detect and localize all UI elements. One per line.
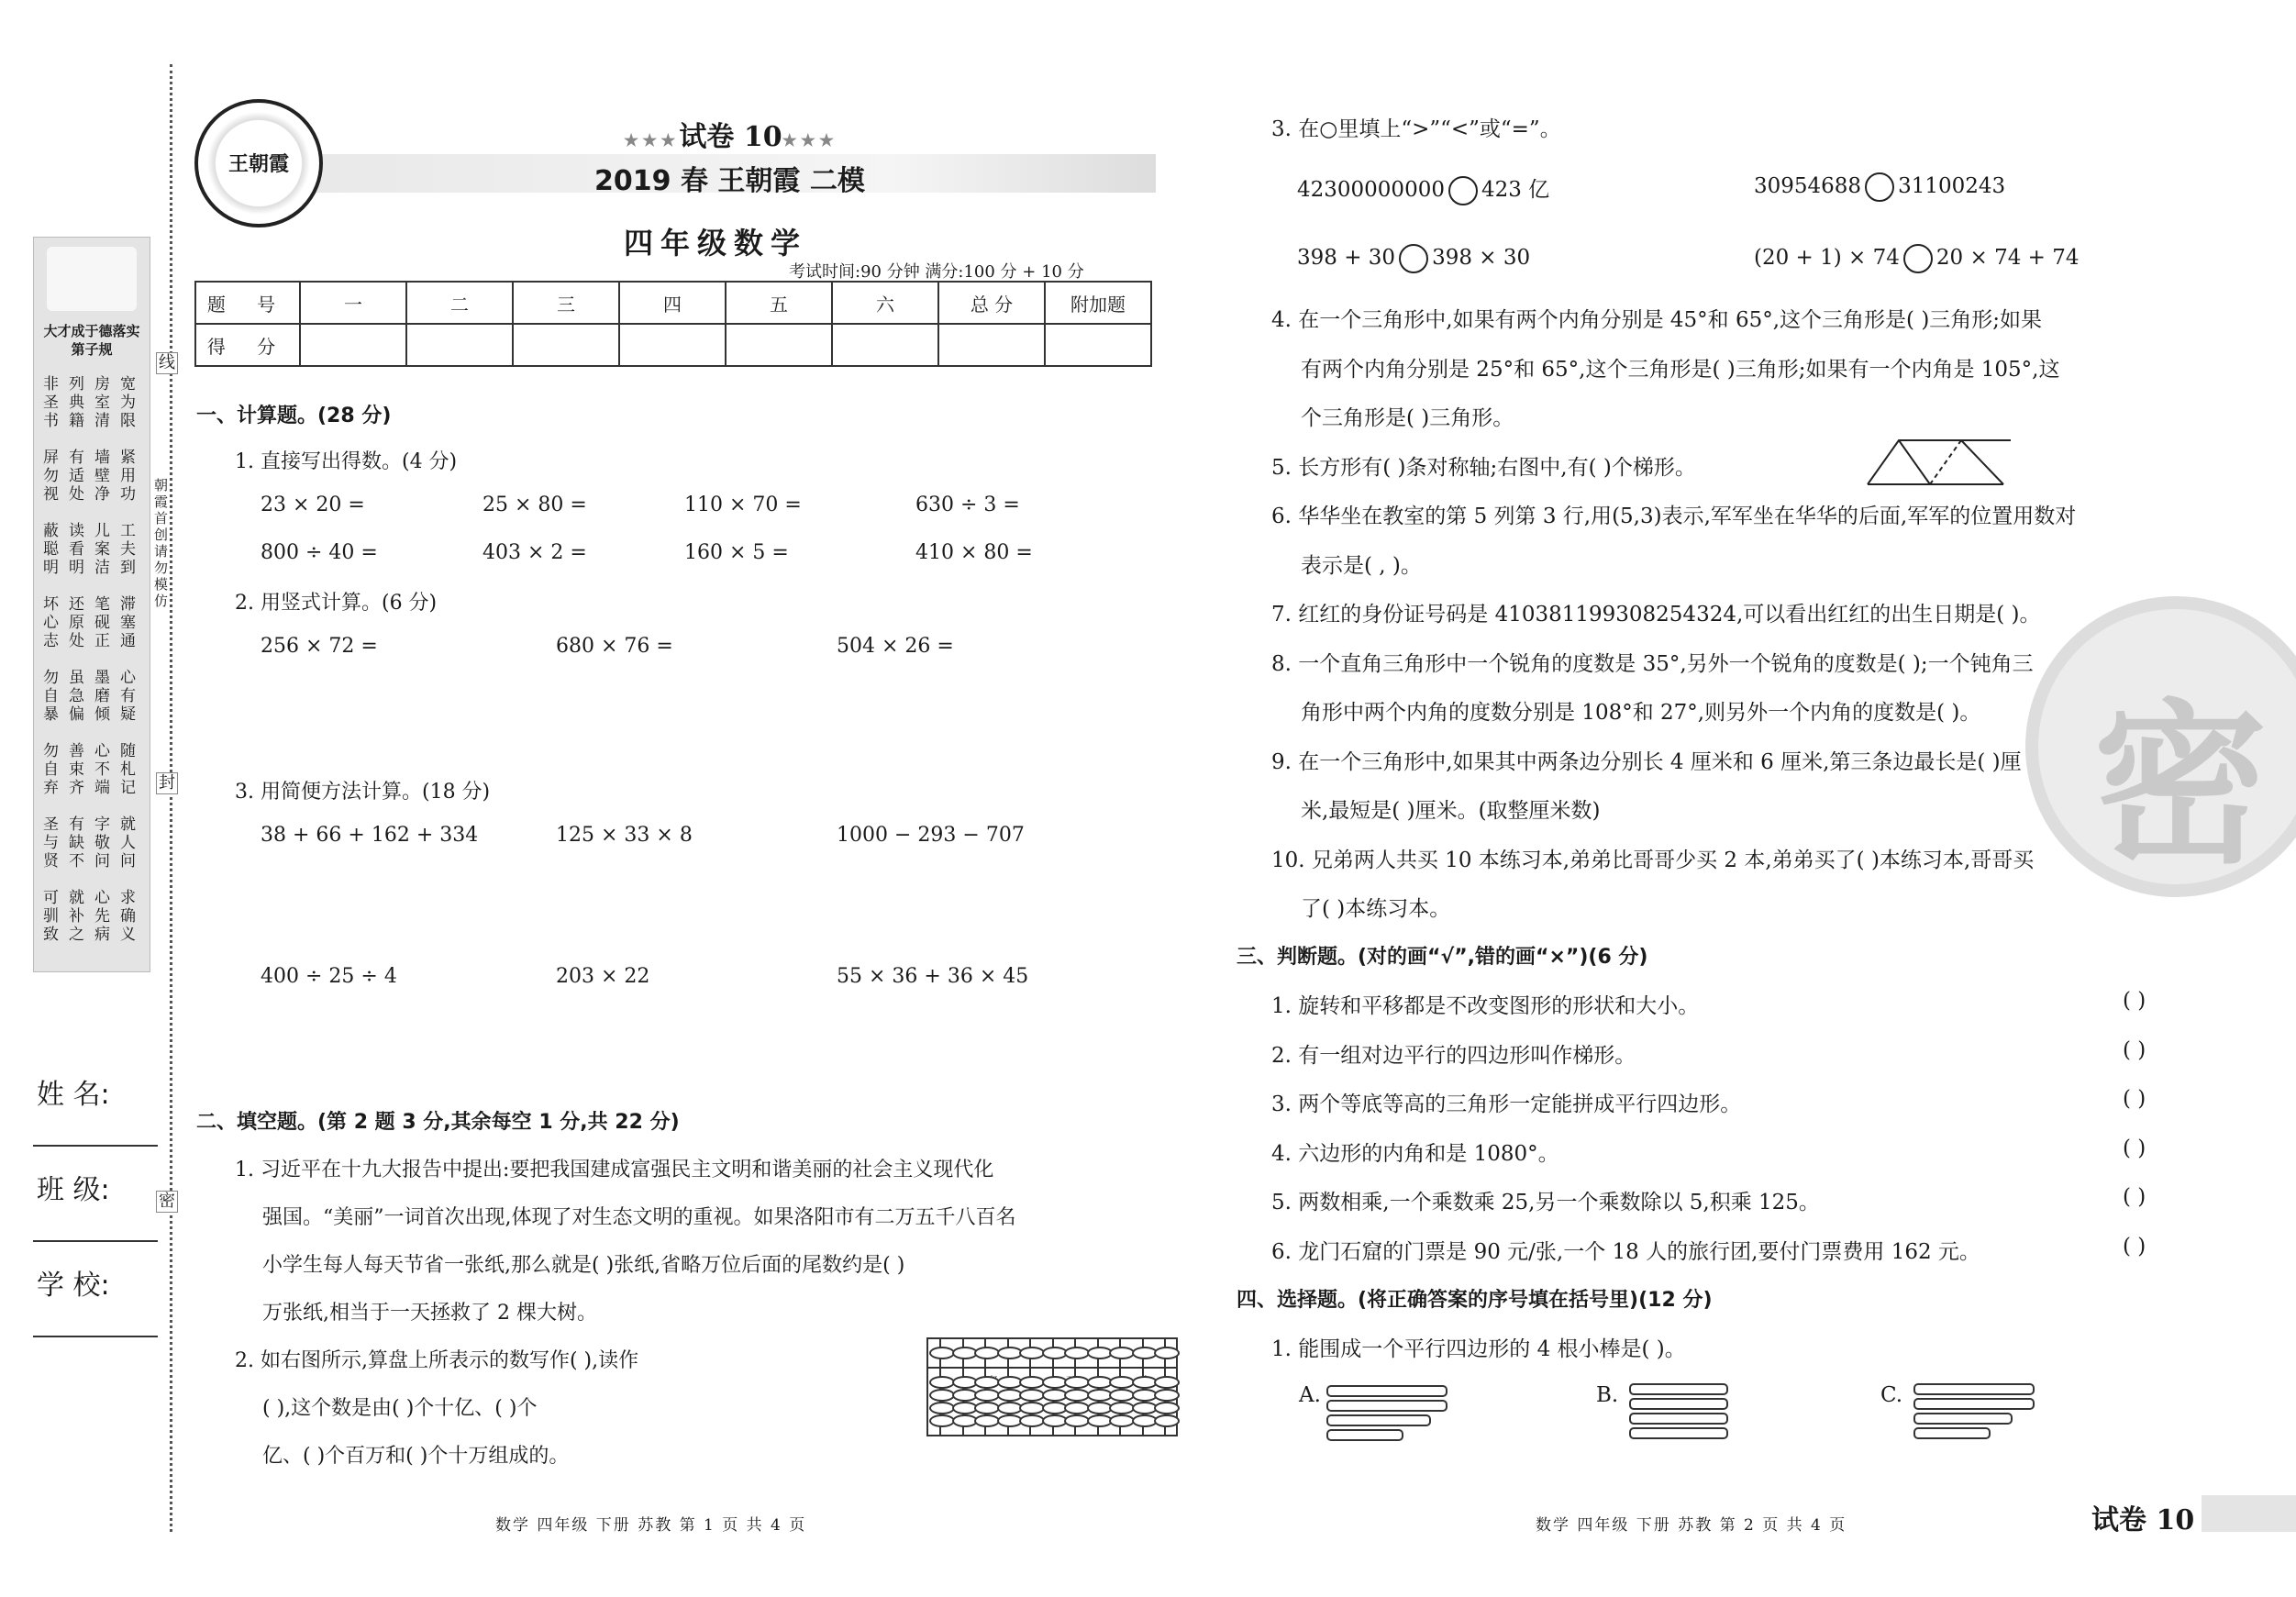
sticks-c	[1913, 1383, 2035, 1442]
choice-option-b[interactable]: B.	[1596, 1383, 1619, 1407]
stamp-glyph: 密	[2093, 682, 2268, 887]
compare-circle[interactable]	[1448, 176, 1478, 205]
score-input-cell[interactable]	[1045, 324, 1151, 366]
compare-circle[interactable]	[1399, 244, 1428, 273]
calc-item: 403 × 2 =	[482, 541, 587, 564]
calc-item: 256 × 72 =	[261, 635, 378, 658]
compare-circle[interactable]	[1903, 244, 1933, 273]
abacus-bead	[1154, 1389, 1180, 1402]
fill-line: 表示是( , )。	[1301, 553, 1422, 578]
publisher-logo	[194, 99, 323, 227]
subject-title: 四年级数学	[624, 226, 808, 261]
stick	[1913, 1427, 1991, 1439]
judge-answer-paren[interactable]: ( )	[2123, 1234, 2146, 1259]
right-q3-title: 3. 在○里填上“>”“<”或“=”。	[1271, 117, 1561, 141]
motto-column: 读看明	[69, 522, 84, 577]
motto-column: 儿案洁	[94, 522, 110, 577]
footer-left: 数学 四年级 下册 苏教 第 1 页 共 4 页	[495, 1516, 807, 1535]
calc-item: 110 × 70 =	[684, 494, 802, 516]
motto-column: 还原处	[69, 595, 84, 650]
fill-line: 8. 一个直角三角形中一个锐角的度数是 35°,另外一个锐角的度数是( );一个钝角三	[1271, 651, 2034, 676]
motto-column: 列典籍	[69, 375, 84, 430]
cut-label-secret: 密	[156, 1191, 178, 1213]
stick	[1326, 1429, 1403, 1441]
judge-item: 1. 旋转和平移都是不改变图形的形状和大小。	[1271, 994, 1700, 1018]
motto-column: 工夫到	[120, 522, 136, 577]
motto-column: 宽为限	[120, 375, 136, 430]
exam-title: 2019 春 王朝霞 二模	[594, 165, 865, 197]
abacus-bead	[974, 1347, 1000, 1359]
abacus-bead	[974, 1389, 1000, 1402]
abacus-bead	[1154, 1376, 1180, 1389]
motto-column: 虽急偏	[69, 669, 84, 724]
abacus-bead	[1019, 1414, 1045, 1427]
choice-option-c[interactable]: C.	[1880, 1383, 1903, 1407]
side-note: 朝霞首创请勿模仿	[154, 477, 169, 609]
motto-column: 有缺不	[69, 815, 84, 871]
abacus-bead	[1154, 1347, 1180, 1359]
motto-column: 可驯致	[43, 889, 59, 944]
part2-q1-line: 小学生每人每天节省一张纸,那么就是( )张纸,省略万位后面的尾数约是( )	[262, 1254, 905, 1277]
choice-option-a[interactable]: A.	[1299, 1383, 1321, 1407]
footer-right: 数学 四年级 下册 苏教 第 2 页 共 4 页	[1536, 1516, 1847, 1535]
calc-item: 630 ÷ 3 =	[915, 494, 1020, 516]
calc-item: 25 × 80 =	[482, 494, 587, 516]
abacus-figure	[926, 1337, 1178, 1436]
abacus-bead	[1109, 1376, 1135, 1389]
judge-item: 5. 两数相乘,一个乘数乘 25,另一个乘数除以 5,积乘 125。	[1271, 1191, 1820, 1214]
abacus-bead	[1109, 1402, 1135, 1414]
stick	[1629, 1383, 1728, 1395]
part2-q1-line: 强国。“美丽”一词首次出现,体现了对生态文明的重视。如果洛阳市有二万五千八百名	[262, 1206, 1016, 1229]
score-cell: 总 分	[938, 282, 1045, 324]
cut-label-seal: 封	[156, 772, 178, 794]
abacus-bead	[1064, 1347, 1090, 1359]
part1-q2-title: 2. 用竖式计算。(6 分)	[235, 592, 438, 615]
fill-line: 角形中两个内角的度数分别是 108°和 27°,则另外一个内角的度数是( )。	[1301, 701, 1981, 725]
abacus-bead	[1109, 1414, 1135, 1427]
motto-column: 墨磨倾	[94, 669, 110, 724]
abacus-bead	[1154, 1402, 1180, 1414]
compare-item: 398 + 30 398 × 30	[1297, 244, 1530, 273]
stick	[1326, 1400, 1447, 1412]
choice-q1: 1. 能围成一个平行四边形的 4 根小棒是( )。	[1271, 1337, 1686, 1361]
score-cell: 得 分	[195, 324, 300, 366]
score-cell: 四	[619, 282, 726, 324]
calc-item: 38 + 66 + 162 + 334	[261, 824, 479, 847]
motto-column: 滞塞通	[120, 595, 136, 650]
name-label: 姓 名:	[37, 1079, 110, 1111]
abacus-bead	[1064, 1414, 1090, 1427]
calc-item: 203 × 22	[556, 965, 650, 988]
score-cell: 五	[726, 282, 832, 324]
motto-column: 蔽聪明	[43, 522, 59, 577]
stick	[1326, 1414, 1431, 1426]
motto-column: 就人问	[120, 815, 136, 871]
abacus-bead	[929, 1402, 955, 1414]
calc-item: 23 × 20 =	[261, 494, 365, 516]
part1-q3-title: 3. 用简便方法计算。(18 分)	[235, 781, 491, 804]
motto-column: 屏勿视	[43, 449, 59, 504]
score-table	[194, 281, 1152, 367]
fill-line: 了( )本练习本。	[1301, 897, 1451, 921]
abacus-bead	[1109, 1347, 1135, 1359]
sticks-a	[1326, 1385, 1447, 1444]
judge-item: 2. 有一组对边平行的四边形叫作梯形。	[1271, 1043, 1636, 1068]
judge-answer-paren[interactable]: ( )	[2123, 1136, 2146, 1160]
watermark-stamp	[2025, 596, 2296, 897]
score-input-cell[interactable]	[938, 324, 1045, 366]
abacus-bead	[1019, 1376, 1045, 1389]
score-input-cell[interactable]	[619, 324, 726, 366]
stick	[1913, 1398, 2035, 1410]
calc-item: 160 × 5 =	[684, 541, 789, 564]
stick	[1629, 1427, 1728, 1439]
exam-info: 考试时间:90 分钟 满分:100 分 + 10 分	[789, 262, 1084, 282]
judge-item: 4. 六边形的内角和是 1080°。	[1271, 1141, 1559, 1166]
fill-line: 4. 在一个三角形中,如果有两个内角分别是 45°和 65°,这个三角形是( )三角形;如果	[1271, 308, 2043, 332]
sticks-b	[1629, 1383, 1728, 1442]
stick	[1629, 1413, 1728, 1425]
abacus-bead	[1064, 1376, 1090, 1389]
motto-column: 就补之	[69, 889, 84, 944]
part1-q1-title: 1. 直接写出得数。(4 分)	[235, 450, 458, 473]
fill-line: 个三角形是( )三角形。	[1301, 406, 1514, 430]
score-input-cell[interactable]	[832, 324, 938, 366]
abacus-bead	[929, 1347, 955, 1359]
abacus-bead	[929, 1414, 955, 1427]
judge-answer-paren[interactable]: ( )	[2123, 989, 2146, 1013]
score-input-cell[interactable]	[726, 324, 832, 366]
fill-line: 6. 华华坐在教室的第 5 列第 3 行,用(5,3)表示,军军坐在华华的后面,军军的位置用数对	[1271, 505, 2077, 528]
judge-answer-paren[interactable]: ( )	[2123, 1087, 2146, 1111]
fill-line: 5. 长方形有( )条对称轴;右图中,有( )个梯形。	[1271, 455, 1696, 480]
abacus-bead	[929, 1376, 955, 1389]
score-input-cell[interactable]	[406, 324, 513, 366]
compare-item: 30954688 31100243	[1754, 172, 2005, 202]
score-cell: 三	[513, 282, 619, 324]
score-cell: 附加题	[1045, 282, 1151, 324]
motto-column: 善束齐	[69, 742, 84, 797]
corner-bar	[2202, 1495, 2296, 1532]
stick	[1913, 1383, 2035, 1395]
fill-line: 有两个内角分别是 25°和 65°,这个三角形是( )三角形;如果有一个内角是 105°,这	[1301, 357, 2060, 382]
school-line[interactable]	[33, 1336, 158, 1337]
calc-item: 400 ÷ 25 ÷ 4	[261, 965, 397, 988]
abacus-bead	[1064, 1389, 1090, 1402]
score-header-row	[195, 282, 1151, 324]
score-cell: 一	[300, 282, 406, 324]
judge-item: 6. 龙门石窟的门票是 90 元/张,一个 18 人的旅行团,要付门票费用 162 元。	[1271, 1239, 1980, 1264]
abacus-bead	[929, 1389, 955, 1402]
judge-item: 3. 两个等底等高的三角形一定能拼成平行四边形。	[1271, 1092, 1742, 1116]
calc-item: 125 × 33 × 8	[556, 824, 693, 847]
calc-item: 55 × 36 + 36 × 45	[837, 965, 1029, 988]
judge-answer-paren[interactable]: ( )	[2123, 1037, 2146, 1062]
child-illustration	[47, 247, 137, 311]
paper-tag-text: 试卷 10	[679, 121, 782, 153]
school-label: 学 校:	[37, 1270, 110, 1302]
name-line[interactable]	[33, 1145, 158, 1147]
calc-item: 410 × 80 =	[915, 541, 1033, 564]
compare-item: (20 + 1) × 74 20 × 74 + 74	[1754, 244, 2080, 273]
motto-column: 勿自暴	[43, 669, 59, 724]
logo-text: 王朝霞	[227, 152, 289, 176]
motto-column: 坏心志	[43, 595, 59, 650]
part2-q2-line: 2. 如右图所示,算盘上所表示的数写作( ),读作	[235, 1349, 639, 1372]
abacus-bead	[1109, 1389, 1135, 1402]
motto-column: 笔砚正	[94, 595, 110, 650]
calc-item: 504 × 26 =	[837, 635, 954, 658]
stick	[1326, 1385, 1447, 1397]
abacus-bead	[1019, 1347, 1045, 1359]
fill-line: 米,最短是( )厘米。(取整厘米数)	[1301, 799, 1601, 823]
score-value-row	[195, 324, 1151, 366]
compare-circle[interactable]	[1865, 172, 1894, 202]
motto-column: 心有疑	[120, 669, 136, 724]
stick	[1629, 1398, 1728, 1410]
class-line[interactable]	[33, 1240, 158, 1242]
corner-tag: 试卷 10	[2091, 1504, 2195, 1536]
motto-column: 心先病	[94, 889, 110, 944]
motto-column: 紧用功	[120, 449, 136, 504]
abacus-bead	[974, 1376, 1000, 1389]
score-cell: 题 号	[195, 282, 300, 324]
abacus-bead	[974, 1402, 1000, 1414]
motto-column: 随札记	[120, 742, 136, 797]
motto-column: 字敬问	[94, 815, 110, 871]
motto-title: 大才成于德落实第子规	[43, 323, 140, 358]
abacus-bead	[1064, 1402, 1090, 1414]
motto-column: 求确义	[120, 889, 136, 944]
motto-column: 心不端	[94, 742, 110, 797]
calc-item: 680 × 76 =	[556, 635, 673, 658]
compare-item: 42300000000 423 亿	[1297, 172, 1549, 205]
calc-item: 800 ÷ 40 =	[261, 541, 378, 564]
abacus-bead	[1019, 1402, 1045, 1414]
paper-tag: ★★★试卷 10★★★	[624, 121, 838, 153]
motto-column: 非圣书	[43, 375, 59, 430]
part2-q1-line: 万张纸,相当于一天拯救了 2 棵大树。	[262, 1302, 597, 1325]
part2-q1-line: 1. 习近平在十九大报告中提出:要把我国建成富强民主文明和谐美丽的社会主义现代化	[235, 1159, 994, 1181]
cut-label-line: 线	[156, 352, 178, 374]
score-input-cell[interactable]	[300, 324, 406, 366]
score-input-cell[interactable]	[513, 324, 619, 366]
calc-item: 1000 − 293 − 707	[837, 824, 1025, 847]
fill-line: 9. 在一个三角形中,如果其中两条边分别长 4 厘米和 6 厘米,第三条边最长是( )厘	[1271, 749, 2022, 774]
fill-line: 7. 红红的身份证号码是 410381199308254324,可以看出红红的出生日期是( )。	[1271, 603, 2041, 627]
motto-panel	[33, 237, 150, 972]
stick	[1913, 1413, 2013, 1425]
motto-column: 墙壁净	[94, 449, 110, 504]
fill-line: 10. 兄弟两人共买 10 本练习本,弟弟比哥哥少买 2 本,弟弟买了( )本练习本,哥哥买	[1271, 848, 2035, 872]
judge-answer-paren[interactable]: ( )	[2123, 1185, 2146, 1209]
motto-column: 有适处	[69, 449, 84, 504]
part4-title: 四、选择题。(将正确答案的序号填在括号里)(12 分)	[1237, 1289, 1713, 1312]
part2-title: 二、填空题。(第 2 题 3 分,其余每空 1 分,共 22 分)	[196, 1111, 680, 1134]
abacus-bead	[974, 1414, 1000, 1427]
score-cell: 六	[832, 282, 938, 324]
part3-title: 三、判断题。(对的画“√”,错的画“×”)(6 分)	[1237, 946, 1648, 969]
abacus-bead	[1154, 1414, 1180, 1427]
motto-column: 房室清	[94, 375, 110, 430]
abacus-bead	[1019, 1389, 1045, 1402]
class-label: 班 级:	[37, 1174, 110, 1206]
part2-q2-line: 亿、( )个百万和( )个十万组成的。	[262, 1445, 570, 1468]
trapezoid-figure	[1866, 437, 2013, 488]
part1-title: 一、计算题。(28 分)	[196, 405, 392, 427]
part2-q2-line: ( ),这个数是由( )个十亿、( )个	[262, 1397, 538, 1420]
cut-dashed-line	[170, 64, 172, 1532]
motto-column: 圣与贤	[43, 815, 59, 871]
motto-column: 勿自弃	[43, 742, 59, 797]
score-cell: 二	[406, 282, 513, 324]
